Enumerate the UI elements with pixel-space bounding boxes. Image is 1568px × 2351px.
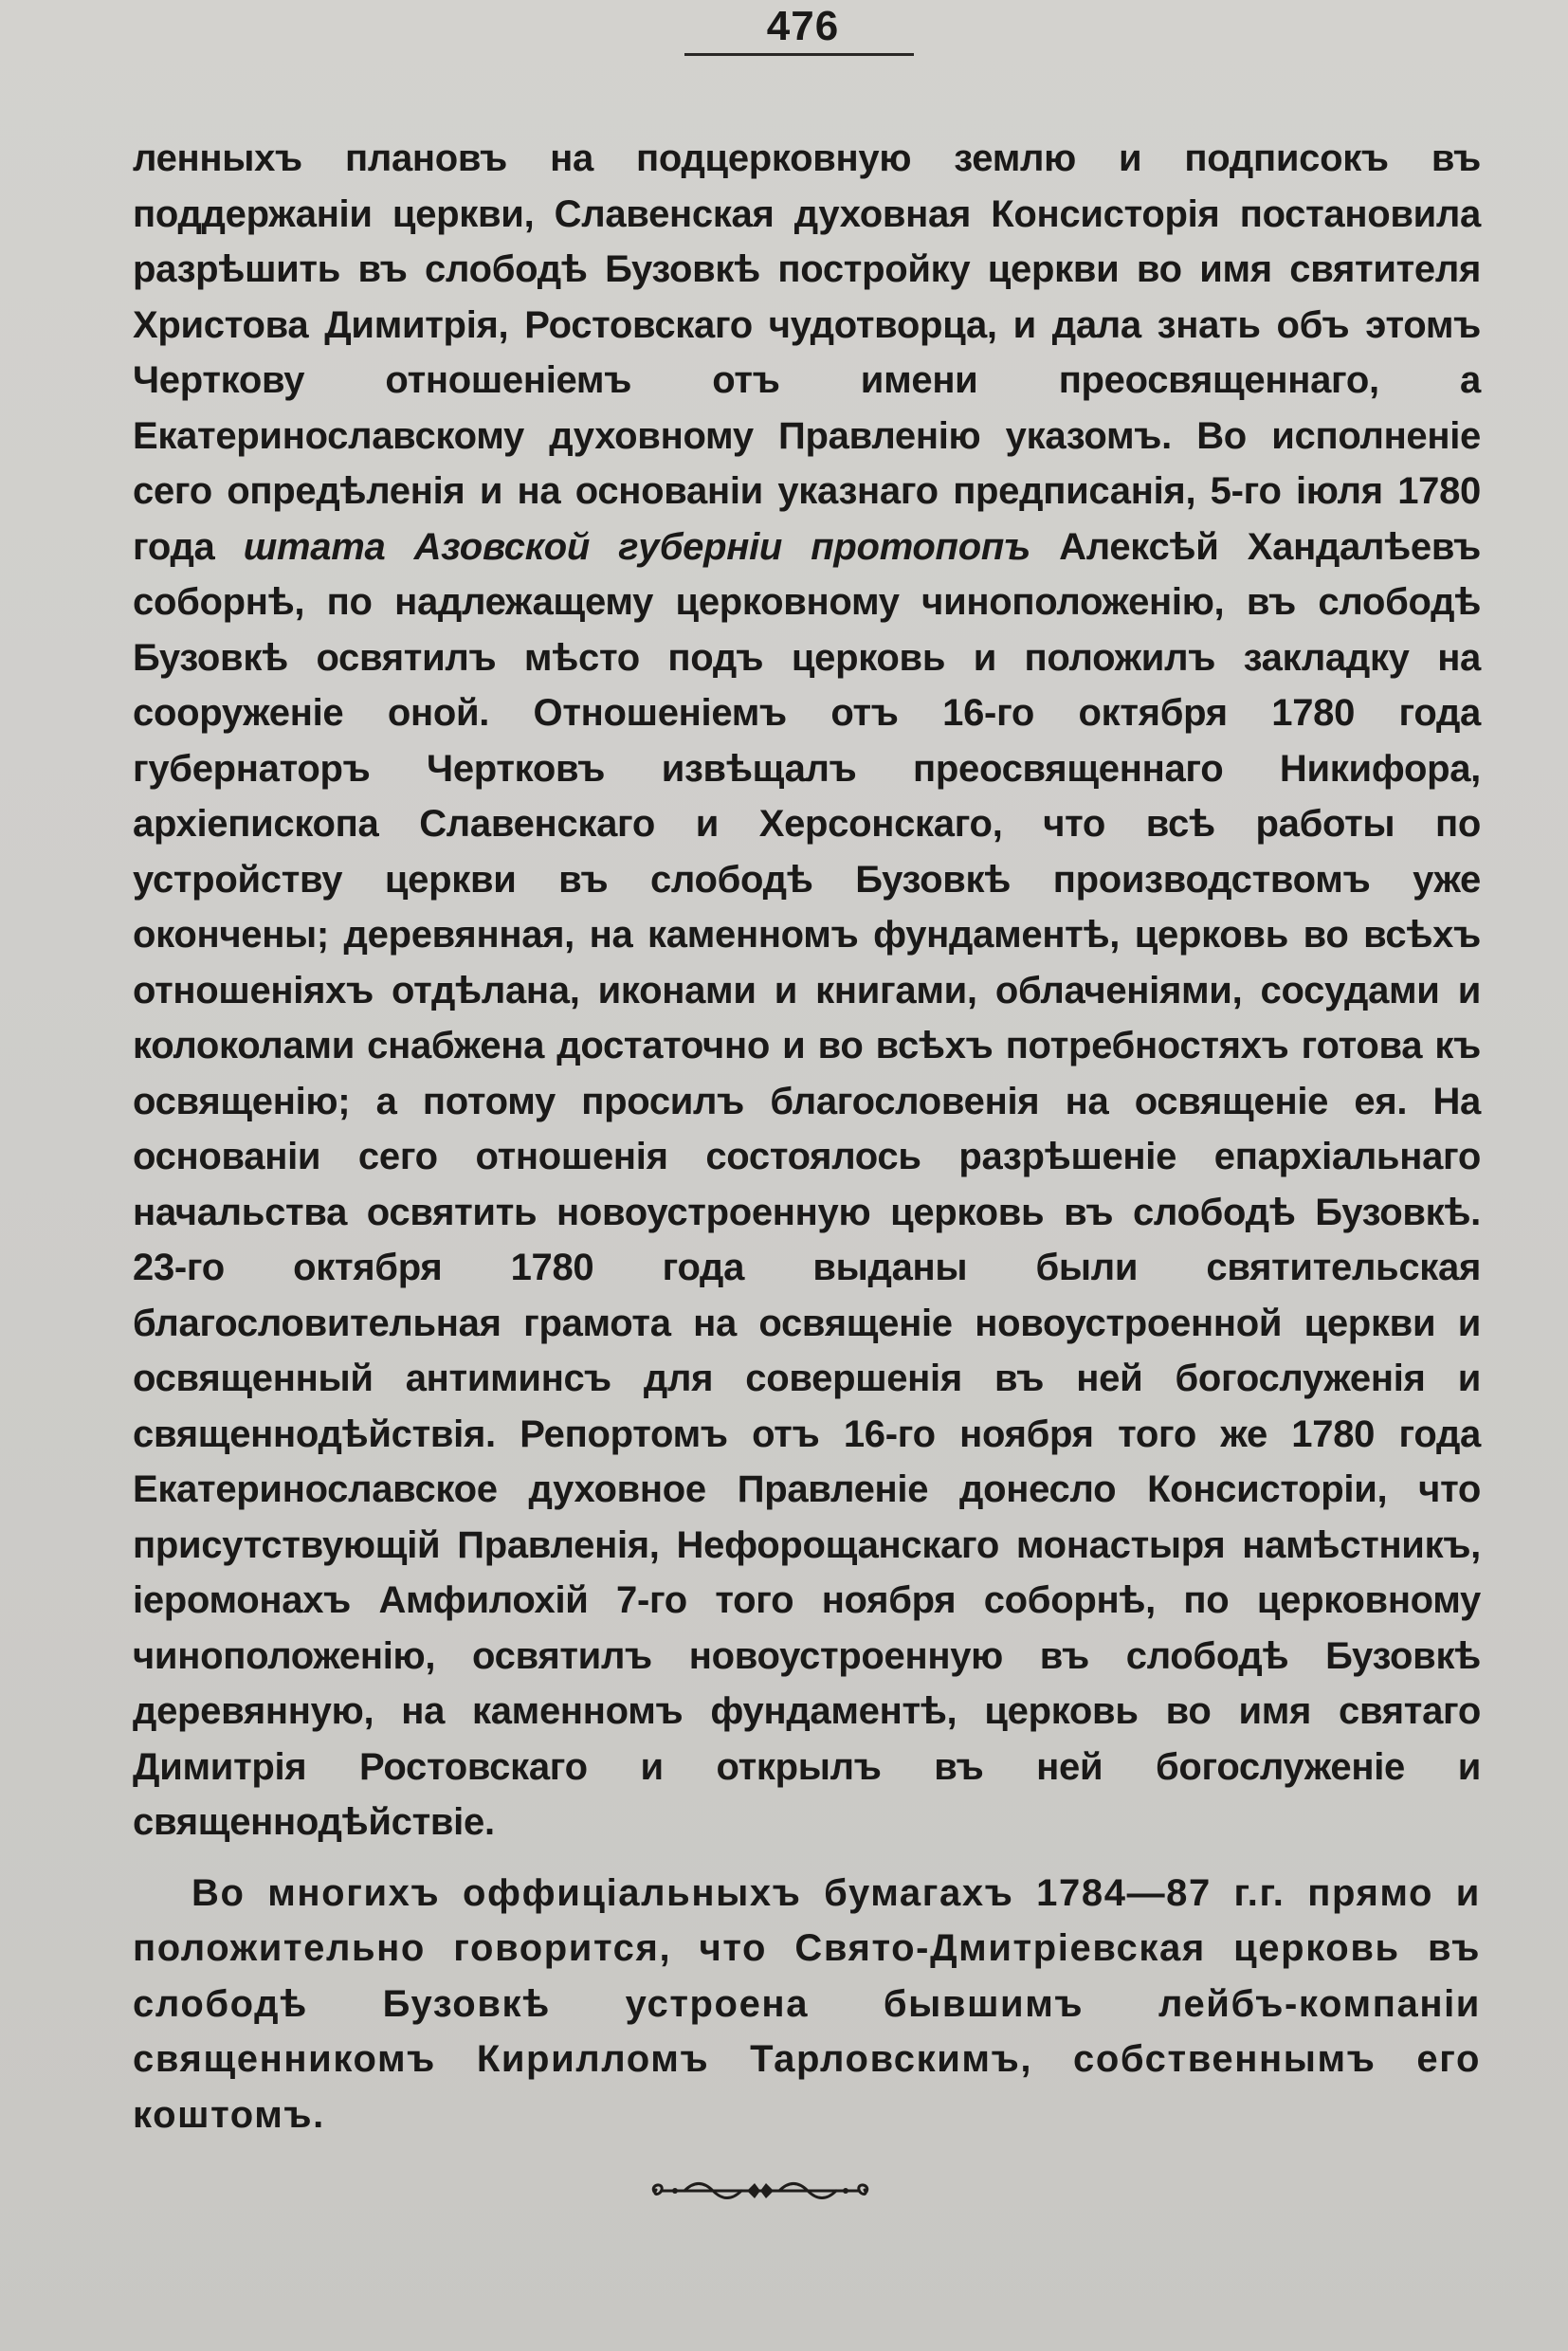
ornament-tailpiece-icon bbox=[647, 2171, 874, 2209]
page-number: 476 bbox=[766, 3, 840, 49]
paragraph-1-text-a: ленныхъ плановъ на подцерковную землю и подписокъ въ поддержаніи церкви, Славенская духовная Консисторія постановила разрѣшить въ слободѣ Бузовкѣ постройку церкви во имя святителя Христова Димитрія, Ростовскаго чудотворца, и дала знать объ этомъ Черткову отношеніемъ отъ имени преосвященнаго, а Екатеринославскому духовному Правленію указомъ. Во исполненіе сего опредѣленія и на основаніи указнаго предписанія, 5-го іюля 1780 года bbox=[133, 137, 1481, 568]
paragraph-1 bbox=[133, 131, 1481, 1850]
paragraph-2: Во многихъ оффиціальныхъ бумагахъ 1784—87 г.г. прямо и положительно говорится, что Свято-Дмитріевская церковь въ слободѣ Бузовкѣ устроена бывшимъ лейбъ-компаніи священникомъ Кирилломъ Тарловскимъ, собственнымъ его коштомъ. bbox=[133, 1871, 1481, 2136]
paragraph-1-text-b: Алексѣй Хандалѣевъ соборнѣ, по надлежащему церковному чиноположенію, въ слободѣ Бузовкѣ освятилъ мѣсто подъ церковь и положилъ закладку на сооруженіе оной. Отношеніемъ отъ 16-го октября 1780 года губернаторъ Чертковъ извѣщалъ преосвященнаго Никифора, архіепископа Славенскаго и Херсонскаго, что всѣ работы по устройству церкви въ слободѣ Бузовкѣ производствомъ уже окончены; деревянная, на каменномъ фундаментѣ, церковь во всѣхъ отношеніяхъ отдѣлана, иконами и книгами, облаченіями, сосудами и колоколами снабжена достаточно и во всѣхъ потребностяхъ готова къ освященію; а потому просилъ благословенія на освященіе ея. На основаніи сего отношенія состоялось разрѣшеніе епархіальнаго начальства освятить новоустроенную церковь въ слободѣ Бузовкѣ. 23-го октября 1780 года выданы были святительская благословительная грамота на освященіе новоустроенной церкви и освященный антиминсъ для совершенія въ ней богослуженія и священнодѣйствія. Репортомъ отъ 16-го ноября того же 1780 года Екатеринославское духовное Правленіе донесло Консисторіи, что присутствующій Правленія, Нефорощанскаго монастыря намѣстникъ, іеромонахъ Амфилохій 7-го того ноября соборнѣ, по церковному чиноположенію, освятилъ новоустроенную въ слободѣ Бузовкѣ деревянную, на каменномъ фундаментѣ, церковь во имя святаго Димитрія Ростовскаго и открылъ въ ней богослуженіе и священнодѣйствіе. bbox=[133, 525, 1482, 1843]
paragraph-1-italic: штата Азовской губерніи протопопъ bbox=[243, 525, 1030, 568]
body-text bbox=[133, 131, 1481, 2142]
header-rule bbox=[684, 53, 914, 56]
page-header bbox=[0, 0, 1568, 66]
